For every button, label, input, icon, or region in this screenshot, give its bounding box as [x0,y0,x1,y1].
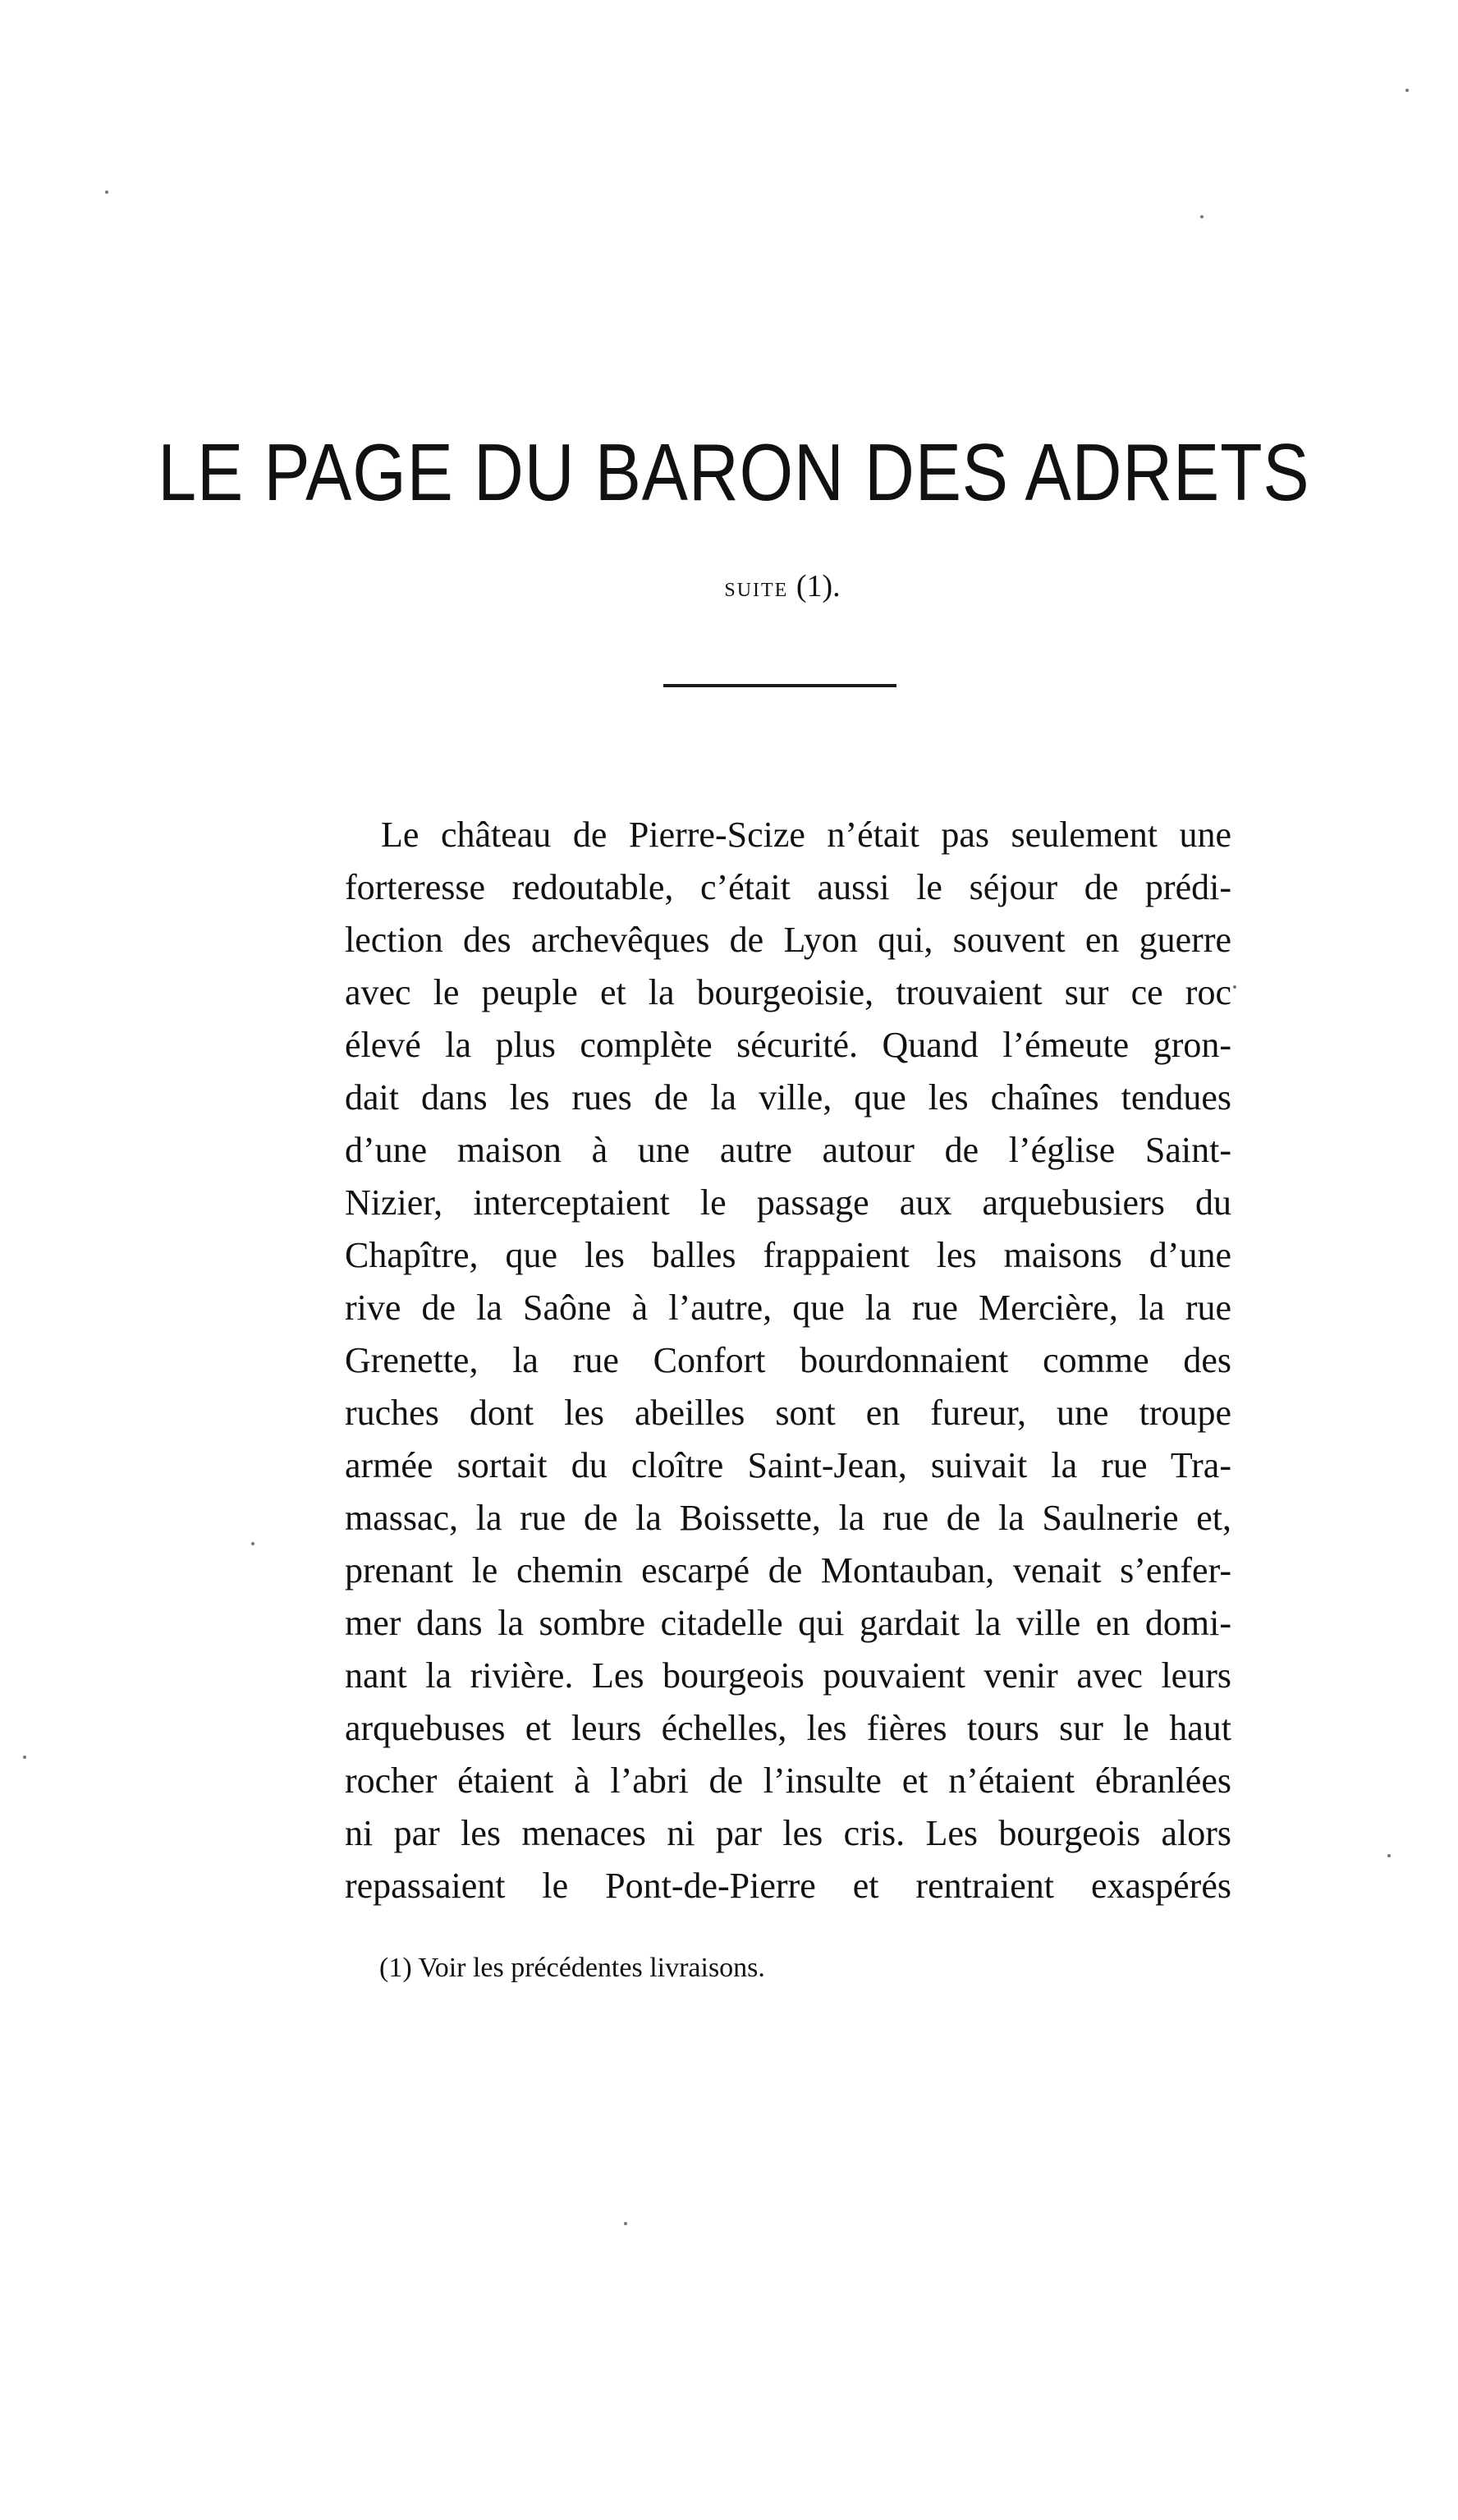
paper-speck [105,190,108,194]
paper-speck [1233,985,1236,989]
text-line: ruches dont les abeilles sont en fureur, une troupe [345,1393,1231,1433]
text-line: mer dans la sombre citadelle qui gardait la ville en domi- [345,1603,1231,1643]
text-line: d’une maison à une autre autour de l’église Saint- [345,1130,1231,1170]
text-line: repassaient le Pont-de-Pierre et rentraient exaspérés [345,1866,1231,1906]
text-line: Grenette, la rue Confort bourdonnaient comme des [345,1340,1231,1380]
paper-speck [1200,215,1204,218]
text-line: lection des archevêques de Lyon qui, souvent en guerre [345,920,1231,960]
text-line: armée sortait du cloître Saint-Jean, suivait la rue Tra- [345,1445,1231,1485]
text-line: Nizier, interceptaient le passage aux arquebusiers du [345,1182,1231,1223]
text-line: Le château de Pierre-Scize n’était pas seulement une [381,815,1231,855]
paper-speck [23,1756,26,1759]
text-line: rocher étaient à l’abri de l’insulte et n’étaient ébranlées [345,1760,1231,1801]
paper-speck [624,2222,627,2225]
title-divider [663,684,896,687]
paper-speck [1387,1854,1391,1857]
text-line: nant la rivière. Les bourgeois pouvaient venir avec leurs [345,1655,1231,1696]
paper-speck [251,1542,254,1545]
body-paragraph [345,809,1231,1912]
text-line: arquebuses et leurs échelles, les fières tours sur le haut [345,1708,1231,1748]
subtitle-ref: (1). [795,569,841,604]
subtitle-word: suite [724,572,789,603]
subtitle [0,567,1458,608]
text-line: Chapître, que les balles frappaient les maisons d’une [345,1235,1231,1275]
text-line: massac, la rue de la Boissette, la rue de la Saulnerie et, [345,1498,1231,1538]
text-line: avec le peuple et la bourgeoisie, trouvaient sur ce roc [345,972,1231,1012]
footnote: (1) Voir les précédentes livraisons. [379,1953,765,1983]
text-line: dait dans les rues de la ville, que les chaînes tendues [345,1077,1231,1118]
text-line: forteresse redoutable, c’était aussi le séjour de prédi- [345,867,1231,907]
paper-speck [1405,89,1409,92]
text-line: élevé la plus complète sécurité. Quand l’émeute gron- [345,1025,1231,1065]
text-line: rive de la Saône à l’autre, que la rue Mercière, la rue [345,1288,1231,1328]
text-line: prenant le chemin escarpé de Montauban, venait s’enfer- [345,1550,1231,1590]
text-line: ni par les menaces ni par les cris. Les bourgeois alors [345,1813,1231,1853]
page-title: LE PAGE DU BARON DES ADRETS [158,427,1310,517]
